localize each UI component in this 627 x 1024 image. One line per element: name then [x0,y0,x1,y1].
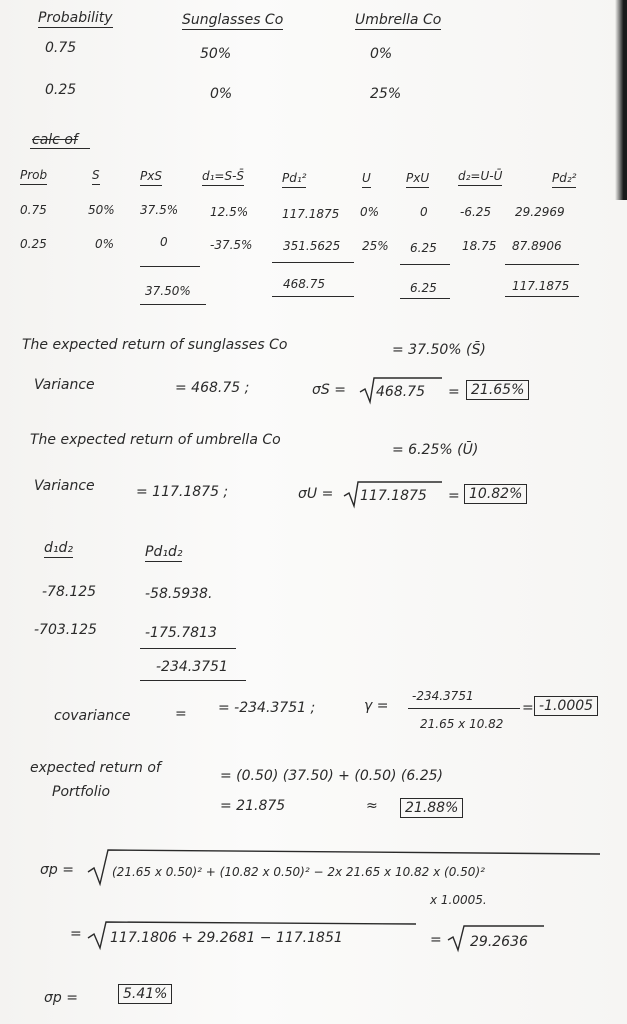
correlation-denominator: 21.65 x 10.82 [420,717,504,731]
t2-r2-pxs: 0 [160,235,168,249]
t2-total-pd1: 468.75 [283,277,325,291]
t2-r2-d2: 18.75 [462,239,497,253]
t2-h-d1: d₁=S-S̄ [202,168,244,186]
t3-h-d1d2: d₁d₂ [44,540,73,556]
sqrt-sign-sigma-p-2 [88,922,416,948]
t3-total: -234.3751 [156,659,228,675]
sunglasses-sigma-result: 21.65% [466,380,529,400]
t2-r1-pd1: 117.1875 [282,207,340,221]
t2-r2-pd2: 87.8906 [512,239,562,253]
umbrella-sigma-result: 10.82% [464,484,527,504]
t3-r2-pd1d2: -175.7813 [145,625,217,641]
sunglasses-return-label: The expected return of sunglasses Co [22,337,288,353]
t1-header-sunglasses: Sunglasses Co [182,12,284,28]
sigma-p-eq-2: = [430,932,442,948]
umbrella-sigma-sqrt: 117.1875 [360,488,427,504]
calc-label: calc of [32,132,78,148]
sigma-p-final-label: σp = [44,990,78,1006]
t2-r2-s: 0% [95,237,115,251]
t2-r2-prob: 0.25 [20,237,47,251]
t2-r2-u: 25% [362,239,389,253]
t2-r2-d1: -37.5% [210,238,253,252]
t2-r1-s: 50% [88,203,115,217]
sunglasses-variance-value: = 468.75 ; [175,380,250,396]
t2-h-d2: d₂=U-Ū [458,168,502,186]
t1-r2-sunglasses: 0% [210,86,233,102]
t3-r1-pd1d2: -58.5938. [145,586,213,602]
t2-h-pxu: PxU [406,170,429,188]
sigma-p-sqrt-2: 29.2636 [470,934,528,950]
t2-r1-u: 0% [360,205,380,219]
t2-r1-prob: 0.75 [20,203,47,217]
t1-r2-prob: 0.25 [45,82,77,98]
t3-r2-d1d2: -703.125 [34,622,97,638]
t1-header-umbrella: Umbrella Co [355,12,442,28]
sqrt-sign-sigma-p-3 [448,926,544,950]
correlation-numerator: -234.3751 [412,689,474,703]
portfolio-line-1: = (0.50) (37.50) + (0.50) (6.25) [220,768,444,784]
t2-r2-pxu: 6.25 [410,241,437,255]
t2-r1-pxs: 37.5% [140,203,179,217]
umbrella-return-value: = 6.25% (Ū) [392,442,479,458]
t1-r2-umbrella: 25% [370,86,402,102]
t2-h-s: S [92,167,100,185]
sqrt-sign-sunglasses [360,378,442,402]
t2-h-pd1: Pd₁² [282,170,306,188]
t3-h-pd1d2: Pd₁d₂ [145,544,183,560]
portfolio-label-1: expected return of [30,760,161,776]
correlation-result: -1.0005 [534,696,598,716]
portfolio-label-2: Portfolio [52,784,111,800]
sigma-p-label: σp = [40,862,74,878]
portfolio-result: 21.88% [400,798,463,818]
t2-r1-pxu: 0 [420,205,428,219]
t2-r1-d2: -6.25 [460,205,492,219]
covariance-label: covariance [54,708,131,724]
t2-h-pd2: Pd₂² [552,170,576,188]
t2-h-pxs: PxS [140,168,162,186]
sqrt-sign-sigma-p [88,850,600,884]
t1-header-probability: Probability [38,10,113,26]
umbrella-variance-value: = 117.1875 ; [136,484,229,500]
t3-r1-d1d2: -78.125 [42,584,97,600]
covariance-value: = -234.3751 ; [218,700,316,716]
t2-r2-pd1: 351.5625 [283,239,341,253]
sunglasses-sigma-sqrt: 468.75 [376,384,425,400]
portfolio-approx: ≈ [366,798,378,814]
sunglasses-variance-label: Variance [34,377,95,393]
t2-total-pxu: 6.25 [410,281,437,295]
portfolio-line-2: = 21.875 [220,798,286,814]
umbrella-sigma-label: σU = [298,486,334,502]
sunglasses-sigma-label: σS = [312,382,346,398]
sigma-p-final-result: 5.41% [118,984,172,1004]
umbrella-variance-label: Variance [34,478,95,494]
t2-total-pd2: 117.1875 [512,279,570,293]
correlation-label: γ = [364,698,389,714]
sigma-p-expression-cont: x 1.0005. [430,893,487,907]
t2-r1-d1: 12.5% [210,205,249,219]
t2-total-pxs: 37.50% [145,284,191,298]
t2-h-prob: Prob [20,167,47,185]
t2-r1-pd2: 29.2969 [515,205,565,219]
t1-r1-prob: 0.75 [45,40,77,56]
sunglasses-return-value: = 37.50% (S̄) [392,342,486,358]
t1-r1-umbrella: 0% [370,46,393,62]
t2-h-u: U [362,170,371,188]
sigma-p-expression: (21.65 x 0.50)² + (10.82 x 0.50)² − 2x 21.65 x 10.82 x (0.50)² [112,865,485,879]
sqrt-sign-umbrella [344,482,442,506]
t1-r1-sunglasses: 50% [200,46,232,62]
umbrella-return-label: The expected return of umbrella Co [30,432,281,448]
sigma-p-line-2: 117.1806 + 29.2681 − 117.1851 [110,930,343,946]
